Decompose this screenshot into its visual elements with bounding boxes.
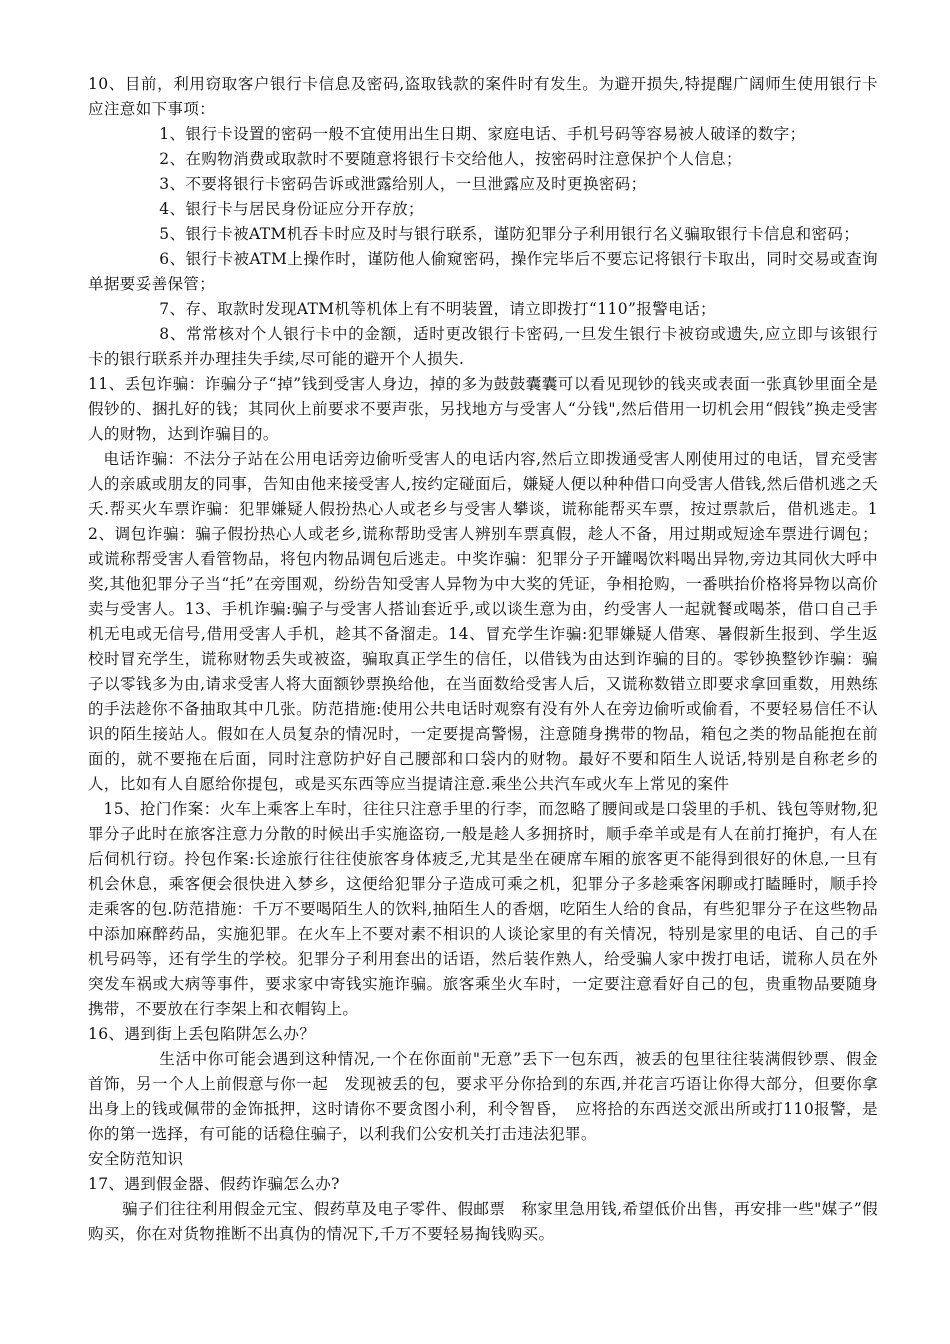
- fraud-types-paragraph: 电话诈骗：不法分子站在公用电话旁边偷听受害人的电话内容,然后立即拨通受害人刚使用过的电话，冒充受害人的亲戚或朋友的同事，告知由他来接受害人,按约定碰面后，嫌疑人便以种种借口向受害人借钱,然后借机逃之夭夭.帮买火车票诈骗：犯罪嫌疑人假扮热心人或老乡与受害人攀谈，谎称能帮买车票，按过票款后，借机逃走。12、调包诈骗：骗子假扮热心人或老乡,谎称帮助受害人辨别车票真假，趁人不备，用过期或短途车票进行调包；或谎称帮受害人看管物品，将包内物品调包后逃走。中奖诈骗：犯罪分子开罐喝饮料喝出异物,旁边其同伙大呼中奖,其他犯罪分子当“托”在旁围观，纷纷告知受害人异物为中大奖的凭证，争相抢购，一番哄抬价格将异物以高价卖与受害人。13、手机诈骗:骗子与受害人搭讪套近乎,或以谈生意为由，约受害人一起就餐或喝茶，借口自己手机无电或无信号,借用受害人手机，趁其不备溜走。14、冒充学生诈骗:犯罪嫌疑人借寒、暑假新生报到、学生返校时冒充学生，谎称财物丢失或被盗，骗取真正学生的信任，以借钱为由达到诈骗的目的。零钞换整钞诈骗：骗子以零钱多为由,请求受害人将大面额钞票换给他，在当面数给受害人后，又谎称数错立即要求拿回重数，用熟练的手法趁你不备抽取其中几张。防范措施:使用公共电话时观察有没有外人在旁边偷听或偷看，不要轻易信任不认识的陌生接站人。假如在人员复杂的情况时，一定要提高警惕，注意随身携带的物品，箱包之类的物品能抱在前面的，就不要拖在后面，同时注意防护好自己腰部和口袋内的财物。最好不要和陌生人说话,特别是自称老乡的人，比如有人自愿给你提包，或是买东西等应当提请注意.乘坐公共汽车或火车上常见的案件: [88, 450, 878, 793]
- section-17-heading: 17、遇到假金器、假药诈骗怎么办?: [88, 1175, 340, 1193]
- section-17-body: 骗子们往往利用假金元宝、假药草及电子零件、假邮票 称家里急用钱,希望低价出售，再安排一些"媒子”假购买，你在对货物推断不出真伪的情况下,千万不要轻易掏钱购买。: [88, 1200, 878, 1243]
- section-16-heading: 16、遇到街上丢包陷阱怎么办？: [88, 1025, 316, 1043]
- section-11-paragraph: 11、丢包诈骗：诈骗分子“掉”钱到受害人身边，掉的多为鼓鼓囊囊可以看见现钞的钱夹或表面一张真钞里面全是假钞的、捆扎好的钱；其同伙上前要求不要声张，另找地方与受害人“分钱",然后借用一切机会用“假钱”换走受害人的财物，达到诈骗目的。: [88, 375, 878, 443]
- section-16-body: 生活中你可能会遇到这种情况,一个在你面前"无意”丢下一包东西，被丢的包里往往装满假钞票、假金首饰，另一个人上前假意与你一起 发现被丢的包，要求平分你拾到的东西,并花言巧语让你得大部分，但要你拿出身上的钱或佩带的金饰抵押，这时请你不要贪图小利，利令智昏， 应将拾的东西送交派出所或打110报警，是你的第一选择，有可能的话稳住骗子，以利我们公安机关打击违法犯罪。: [88, 1050, 878, 1143]
- document-page: [88, 72, 878, 1247]
- section-10-item-4: 4、银行卡与居民身份证应分开存放；: [159, 200, 424, 218]
- section-10-item-6: 6、银行卡被ATM上操作时，谨防他人偷窥密码，操作完毕后不要忘记将银行卡取出，同时交易或查询单据要妥善保管；: [88, 250, 878, 293]
- safety-knowledge-heading: 安全防范知识: [88, 1150, 184, 1168]
- section-10-item-5: 5、银行卡被ATM机吞卡时应及时与银行联系，谨防犯罪分子利用银行名义骗取银行卡信息和密码；: [159, 225, 860, 243]
- section-10-item-7: 7、存、取款时发现ATM机等机体上有不明装置，请立即拨打“110”报警电话；: [159, 300, 716, 318]
- section-10-item-2: 2、在购物消费或取款时不要随意将银行卡交给他人，按密码时注意保护个人信息；: [159, 150, 742, 168]
- section-10-item-3: 3、不要将银行卡密码告诉或泄露给别人，一旦泄露应及时更换密码；: [159, 175, 647, 193]
- section-10-item-1: 1、银行卡设置的密码一般不宜使用出生日期、家庭电话、手机号码等容易被人破译的数字；: [159, 125, 806, 143]
- section-10-heading: 10、目前，利用窃取客户银行卡信息及密码,盗取钱款的案件时有发生。为避开损失,特提醒广阔师生使用银行卡应注意如下事项：: [88, 75, 878, 118]
- section-10-item-8: 8、常常核对个人银行卡中的金额，适时更改银行卡密码,一旦发生银行卡被窃或遗失,应立即与该银行卡的银行联系并办理挂失手续,尽可能的避开个人损失.: [88, 325, 878, 368]
- section-15-paragraph: 15、抢门作案：火车上乘客上车时，往往只注意手里的行李，而忽略了腰间或是口袋里的手机、钱包等财物,犯罪分子此时在旅客注意力分散的时候出手实施盗窃,一般是趁人多拥挤时，顺手牵羊或是有人在前打掩护，有人在后伺机行窃。拎包作案:长途旅行往往使旅客身体疲乏,尤其是坐在硬席车厢的旅客更不能得到很好的休息,一旦有机会休息，乘客便会很快进入梦乡，这便给犯罪分子造成可乘之机，犯罪分子多趁乘客闲聊或打瞌睡时，顺手拎走乘客的包.防范措施：千万不要喝陌生人的饮料,抽陌生人的香烟，吃陌生人给的食品，有些犯罪分子在这些物品中添加麻醉药品，实施犯罪。在火车上不要对素不相识的人谈论家里的有关情况，特别是家里的电话、自己的手机号码等，还有学生的学校。犯罪分子利用套出的话语，然后装作熟人，给受骗人家中拨打电话，谎称人员在外突发车祸或大病等事件，要求家中寄钱实施诈骗。旅客乘坐火车时，一定要注意看好自己的包，贵重物品要随身携带，不要放在行李架上和衣帽钩上。: [88, 800, 878, 1018]
